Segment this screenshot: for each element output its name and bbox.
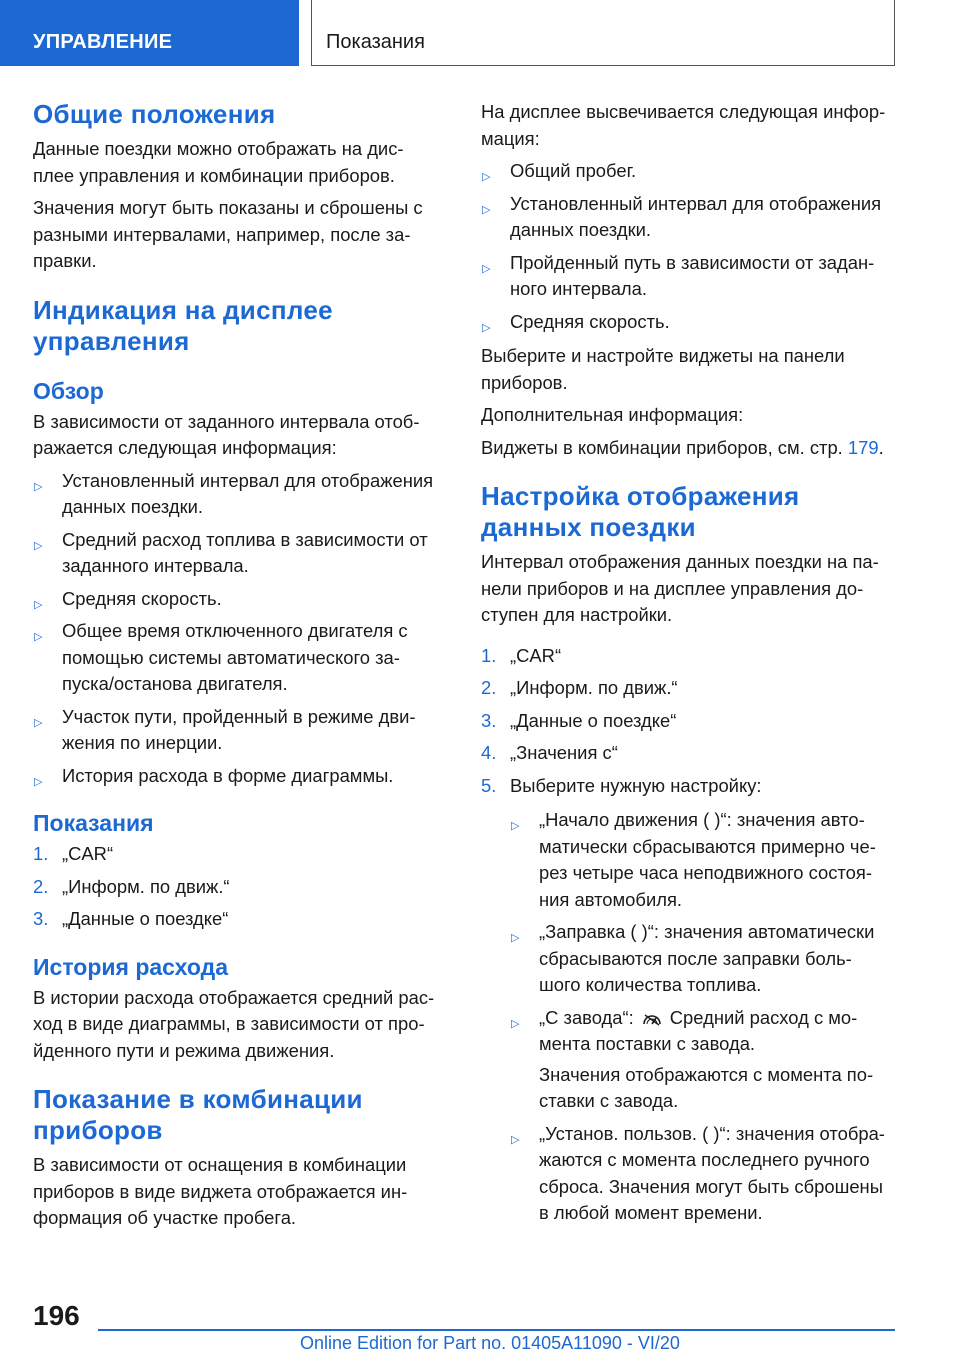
- heading-settings: Настройка отображения данных поездки: [481, 481, 800, 542]
- factory-note: Значения отображаются с момента по- ставки с завода.: [539, 1063, 874, 1111]
- list-item: 3. „Данные о поездке“: [481, 709, 677, 731]
- list-item: 2. „Информ. по движ.“: [481, 677, 678, 698]
- list-item: 4. „Значения с“: [481, 742, 618, 763]
- list-item: ▷ „Начало движения ( )“: значения авто- матически сбрасываются примерно че- рез четыре часа неподвижного состоя- ния автомобиля.: [511, 809, 876, 910]
- triangle-right-icon: ▷: [34, 480, 43, 493]
- triangle-right-icon: ▷: [482, 171, 491, 183]
- paragraph-widgets: Выберите и настройте виджеты на панели приборов.: [481, 345, 845, 393]
- list-item: 5. Выберите нужную настройку:: [481, 774, 762, 796]
- paragraph-overview: В зависимости от заданного интервала отоб- ражается следующая информация:: [33, 410, 420, 458]
- list-item: ▷ Средняя скорость.: [481, 309, 893, 336]
- triangle-right-icon: ▷: [34, 775, 43, 788]
- paragraph-reference: Виджеты в комбинации приборов, см. стр. 179.: [481, 436, 884, 458]
- triangle-right-icon: ▷: [482, 321, 491, 334]
- paragraph-more-info: Дополнительная информация:: [481, 404, 744, 425]
- list-item: 2. „Информ. по движ.“: [33, 875, 230, 897]
- paragraph-display: На дисплее высвечивается следующая инфор- мация:: [481, 101, 886, 149]
- footer-divider: [98, 1329, 895, 1331]
- heading-general: Общие положения: [33, 99, 276, 129]
- paragraph-cluster: В зависимости от оснащения в комбинации приборов в виде виджета отображается ин- формация об участке пробега.: [33, 1154, 408, 1228]
- speedometer-icon: [642, 1012, 662, 1026]
- list-item: ▷ Участок пути, пройденный в режиме дви- жения по инерции.: [34, 705, 416, 753]
- list-item: ▷ „С завода“: Средний расход с мо- мента поставки с завода. Значения отображаются с момента по- ставки с завода.: [510, 1005, 893, 1115]
- list-item: ▷ История расхода в форме диаграммы.: [33, 763, 445, 790]
- steps-list: [481, 643, 893, 800]
- list-item: 1. „CAR“: [481, 644, 562, 666]
- paragraph-general-1: Данные поездки можно отображать на дис- плее управления и комбинации приборов.: [33, 138, 404, 186]
- left-column: [33, 99, 445, 1238]
- heading-overview: Обзор: [33, 377, 104, 404]
- right-column: [481, 99, 893, 1235]
- list-item: ▷ Общий пробег.: [481, 158, 893, 185]
- triangle-right-icon: ▷: [482, 262, 491, 275]
- overview-list: [33, 468, 445, 790]
- list-item: ▷ Пройденный путь в зависимости от задан- ного интервала.: [482, 251, 875, 299]
- heading-cluster: Показание в комбинации приборов: [33, 1084, 363, 1145]
- list-item: ▷ „Заправка ( )“: значения автоматически сбрасываются после заправки боль- шого количества топлива.: [511, 921, 875, 995]
- edition-footer: Online Edition for Part no. 01405A11090 - VI/20: [300, 1333, 680, 1353]
- heading-readings: Показания: [33, 810, 154, 836]
- readings-list: [33, 841, 445, 933]
- section-tab: УПРАВЛЕНИЕ: [0, 0, 299, 66]
- list-item: ▷ „Установ. пользов. ( )“: значения отобра- жаются с момента последнего ручного сброса. Значения могут быть сброшены в любой момент времени.: [511, 1122, 885, 1223]
- chapter-title: Показания: [311, 0, 895, 66]
- list-item: 3. „Данные о поездке“: [33, 908, 229, 929]
- triangle-right-icon: ▷: [34, 598, 43, 611]
- triangle-right-icon: ▷: [34, 716, 43, 729]
- page-reference-link[interactable]: 179: [847, 436, 879, 458]
- triangle-right-icon: ▷: [482, 203, 491, 216]
- triangle-right-icon: ▷: [511, 1133, 520, 1146]
- list-item: ▷ Установленный интервал для отображения данных поездки.: [34, 469, 434, 517]
- paragraph-settings: Интервал отображения данных поездки на па- нели приборов и на дисплее управления до- ступен для настройки.: [481, 551, 879, 625]
- settings-sub-list: [481, 807, 893, 1227]
- list-item: 1. „CAR“: [33, 843, 114, 864]
- page-number: 196: [33, 1300, 80, 1331]
- triangle-right-icon: ▷: [511, 932, 520, 944]
- paragraph-general-2: Значения могут быть показаны и сброшены с разными интервалами, например, после за- правки.: [33, 197, 423, 271]
- triangle-right-icon: ▷: [34, 631, 43, 643]
- list-item: ▷ Общее время отключенного двигателя с помощью системы автоматического за- пуска/останова двигателя.: [34, 620, 408, 694]
- paragraph-history: В истории расхода отображается средний рас- ход в виде диаграммы, в зависимости от про- йденного пути и режима движения.: [33, 986, 435, 1061]
- heading-indication: Индикация на дисплее управления: [33, 294, 333, 356]
- triangle-right-icon: ▷: [34, 539, 43, 552]
- list-item: ▷ Средняя скорость.: [33, 586, 445, 613]
- triangle-right-icon: ▷: [511, 1017, 520, 1030]
- list-item: ▷ Средний расход топлива в зависимости от заданного интервала.: [34, 528, 428, 576]
- heading-history: История расхода: [33, 953, 229, 980]
- list-item: ▷ Установленный интервал для отображения данных поездки.: [482, 192, 882, 240]
- display-list: [481, 158, 893, 335]
- triangle-right-icon: ▷: [511, 820, 520, 832]
